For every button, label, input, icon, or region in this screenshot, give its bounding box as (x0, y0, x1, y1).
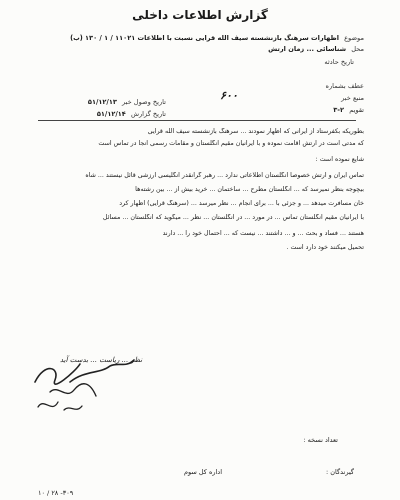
body-line: تماس ایران و ارتش خصوصاً انگلستان اطلاعاتی ندارد ... رهبر گرانقدر انگلیسی ارزشی قائل نیستند ... شاه (85, 172, 364, 179)
receipt-date-label: تاریخ وصول خبر (122, 98, 166, 106)
place-label: محل (351, 45, 364, 53)
recipients-label: گیرندگان : (326, 468, 354, 476)
office-label: اداره کل سوم (183, 468, 222, 476)
incident-date-row (324, 58, 354, 66)
body-line: تحمیل میکنند خود دارد است . (286, 244, 364, 251)
body-line: که مدتی است در ارتش اقامت نموده و با ایرانیان مقیم انگلستان و مقامات رسمی آنجا در تماس است (98, 140, 364, 147)
copies-label: تعداد نسخه : (303, 436, 338, 444)
body-line: خان مسافرت میدهد ... و جزئی با ... برای انجام ... نظر میرسد ... (سرهنگ قرایی) اظهار کرد (119, 200, 364, 207)
report-date-value: ۵۱/۱۲/۱۴ (96, 110, 126, 118)
form-code: ۳۰۹- ۲۸ / ۱۰ (38, 489, 74, 497)
document-title: گزارش اطلاعات داخلی (132, 8, 268, 22)
source-label: منبع خبر (341, 94, 364, 102)
evaluation-row (333, 106, 364, 114)
subject-value: اظهارات سرهنگ بازنشسته سیف الله قرایی نسبت با اطلاعات ۱۱۰۲۱ / ۱ / ۱۳۰ (ب) (70, 34, 339, 42)
body-line: با ایرانیان مقیم انگلستان تماس ... در مورد ... در انگلستان ... نظر ... میگوید که انگلستان ... مسائل (102, 214, 364, 221)
body-line: بیچوجه بنظر نمیرسد که ... انگلستان مطرح ... ساختمان ... خرید بیش از ... بین رشته‌ها (135, 186, 364, 193)
source-row (341, 94, 364, 102)
source-value: ۶۰۰ (220, 89, 238, 102)
related-label: عطف بشماره (325, 82, 364, 90)
related-row (326, 82, 364, 90)
evaluation-value: ۲-۳ (333, 106, 345, 114)
subject-row (70, 34, 364, 42)
report-date-label: تاریخ گزارش (130, 110, 166, 118)
receipt-date-value: ۵۱/۱۲/۱۳ (87, 98, 117, 106)
body-line: شایع نموده است : (315, 156, 364, 163)
report-date-row (97, 110, 166, 118)
incident-date-label: تاریخ حادثه (324, 58, 354, 66)
evaluation-label: تقویم (349, 106, 364, 114)
signature-note: نظر ... ریاست ... بدست آید (60, 356, 143, 364)
place-value: شناسائی ... زمان ارتش (268, 45, 347, 53)
body-line: بطوریکه بکفرستاد از ایرانی که اظهار نمودند ... سرهنگ بازنشسته سیف الله قرایی (147, 128, 364, 135)
place-row (268, 45, 364, 53)
body-line: هستند ... فساد و بحث ... و ... داشتند ... نیست که ... احتمال خود را ... دارند (162, 230, 364, 237)
subject-label: موضوع (344, 34, 364, 42)
header-divider (38, 120, 356, 121)
receipt-date-row (88, 98, 166, 106)
